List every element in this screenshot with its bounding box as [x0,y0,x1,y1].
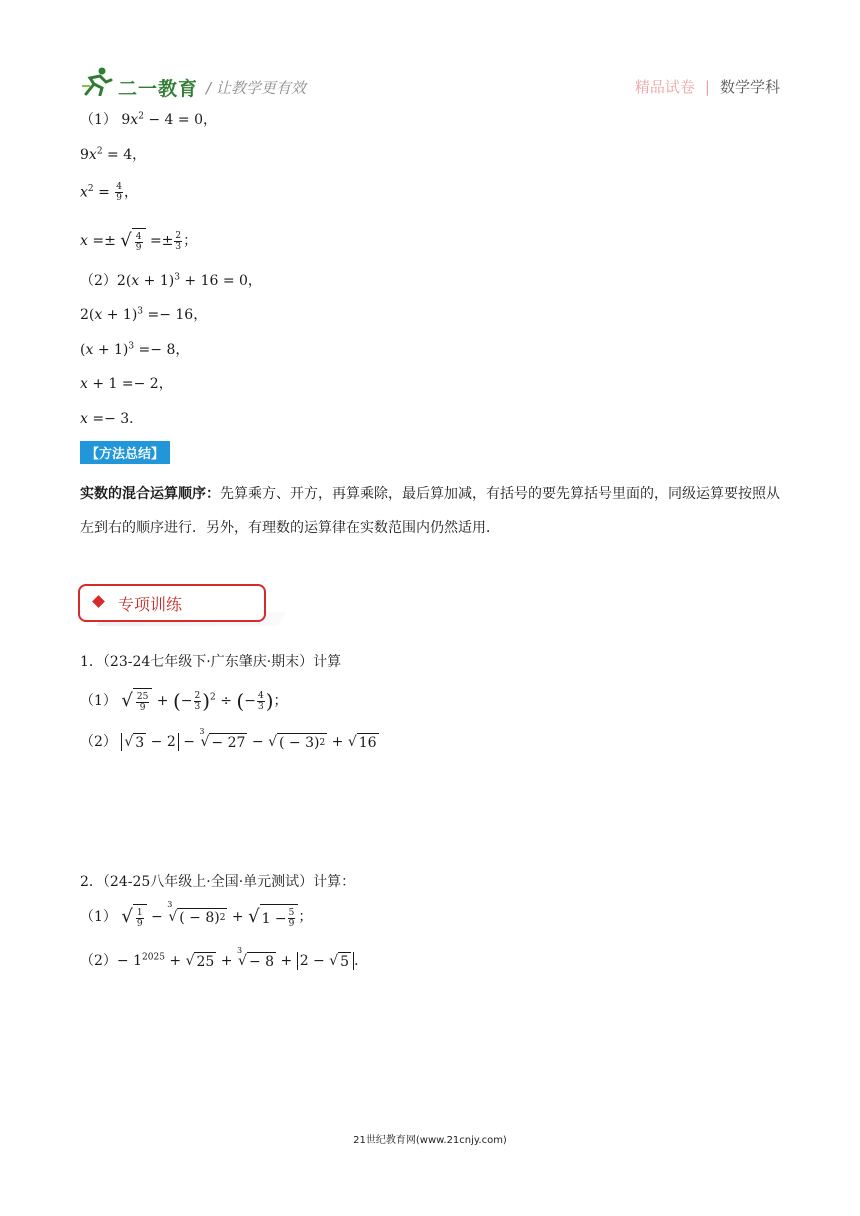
solution-line: $9x^2 = 4$， [80,146,147,163]
runner-logo-icon [80,66,114,96]
part-label: （2） [80,953,117,969]
section-title: 专项训练 [118,595,183,614]
subject-tag: 数学学科 [719,78,780,96]
square-root: √ $\frac{25}{9}$ [121,688,152,714]
question-1-header [80,651,341,671]
question-source: （24-25八年级上·全国·单元测试）计算： [102,874,356,890]
brand-slogan: / 让教学更有效 [206,79,306,97]
question-number: 2． [80,874,103,890]
part-label: （1） [80,909,117,925]
solution-line: $(x + 1)^3 =- 8$， [80,341,190,358]
header-tags [635,76,780,97]
exam-tag: 精品试卷 [634,78,695,96]
part-label: （2） [80,273,117,289]
solution-line: $x^2$ = $\frac{4}{9}$ ， [80,182,139,203]
solution-line: （1） $9x^2 - 4 = 0$， [80,111,217,128]
solution-line: x =± √ $\frac{4}{9}$ =± $\frac{2}{3}$ ； [80,230,198,253]
page-footer: 21世纪教育网(www.21cnjy.com) [353,1135,507,1146]
question-2-part-1: （1） √ $\frac{1}{9}$ − $^3$ √ ( − 8) 2 + √ 1 − $\frac{5}{9}$ ； [80,900,313,929]
part-label: （1） [80,112,117,128]
question-2-header [80,871,355,891]
question-1-part-2: （2） √ 3 − 2 − $^3$ √ − 27 − √ ( − 3) 2 + √ 16 [80,727,377,751]
summary-bold-lead: 实数的混合运算顺序： [80,486,220,502]
solution-line: x + 1 =− 2， [80,376,173,392]
method-summary-text [80,477,780,545]
square-root: √ $\frac{4}{9}$ [120,228,145,254]
fraction: $\frac{4}{9}$ [116,182,123,203]
part-label: （2） [80,734,117,750]
solution-line: $(2)2(x + 1)^3 + 16 = 0$， [80,272,262,289]
method-summary-tag: 【方法总结】 [80,441,170,464]
question-source: （23-24七年级下·广东肇庆·期末）计算 [102,654,342,670]
solution-line: x =− 3． [80,411,144,427]
summary-body: 先算乘方、开方，再算乘除，最后算加减，有括号的要先算括号里面的，同级运算要按照从左到右的顺序进行．另外，有理数的运算律在实数范围内仍然适用． [80,486,780,536]
brand-name: 二一教育 [118,78,199,100]
question-number: 1． [80,654,103,670]
header-separator: | [704,78,710,96]
question-2-part-2: $(2)- 1^{2025}$ + √ 25 + $^3$ √ − 8 + 2 − √ 5 ． [80,946,369,970]
part-label: （1） [80,693,117,709]
question-1-part-1: （1） √ $\frac{25}{9}$ + (− $\frac{2}{3}$ )$^2$ ÷ (− $\frac{4}{3}$ )； [80,689,288,713]
solution-line: $2(x + 1)^3 =- 16$， [80,306,208,323]
